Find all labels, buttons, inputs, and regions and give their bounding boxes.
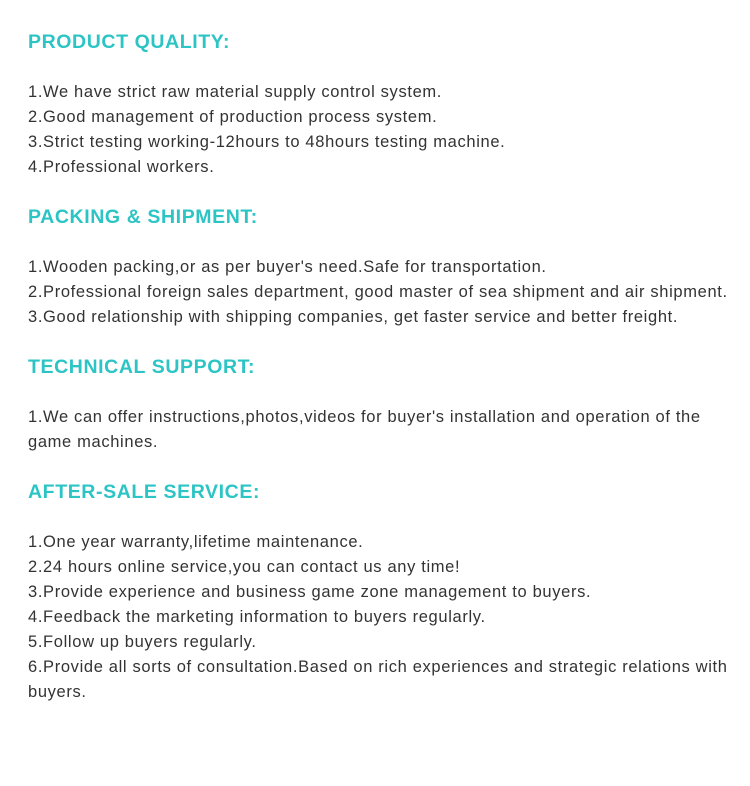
item-list	[28, 530, 728, 705]
section-heading: TECHNICAL SUPPORT:	[28, 356, 256, 378]
list-item: 4.Feedback the marketing information to buyers regularly.	[28, 608, 486, 626]
item-list	[28, 405, 728, 455]
list-item: 4.Professional workers.	[28, 158, 215, 176]
section-packing-shipment	[28, 205, 728, 330]
list-item: 5.Follow up buyers regularly.	[28, 633, 257, 651]
item-list	[28, 255, 728, 330]
list-item: 3.Strict testing working-12hours to 48hours testing machine.	[28, 133, 506, 151]
list-item: 1.Wooden packing,or as per buyer's need.Safe for transportation.	[28, 258, 547, 276]
section-heading: PRODUCT QUALITY:	[28, 31, 231, 53]
list-item: 3.Provide experience and business game zone management to buyers.	[28, 583, 592, 601]
list-item: 2.Good management of production process system.	[28, 108, 438, 126]
list-item: 2.24 hours online service,you can contact us any time!	[28, 558, 461, 576]
list-item: 1.We have strict raw material supply control system.	[28, 83, 443, 101]
list-item: 1.One year warranty,lifetime maintenance.	[28, 533, 364, 551]
list-item: 1.We can offer instructions,photos,videos for buyer's installation and operation of the game machines.	[28, 408, 701, 451]
list-item: 6.Provide all sorts of consultation.Based on rich experiences and strategic relations with buyers.	[28, 658, 728, 701]
section-product-quality	[28, 30, 728, 180]
item-list	[28, 80, 728, 180]
section-after-sale-service	[28, 480, 728, 705]
section-technical-support	[28, 355, 728, 455]
section-heading: AFTER-SALE SERVICE:	[28, 481, 261, 503]
document-page	[28, 30, 728, 730]
list-item: 3.Good relationship with shipping companies, get faster service and better freight.	[28, 308, 679, 326]
list-item: 2.Professional foreign sales department, good master of sea shipment and air shipment.	[28, 283, 728, 301]
section-heading: PACKING & SHIPMENT:	[28, 206, 258, 228]
